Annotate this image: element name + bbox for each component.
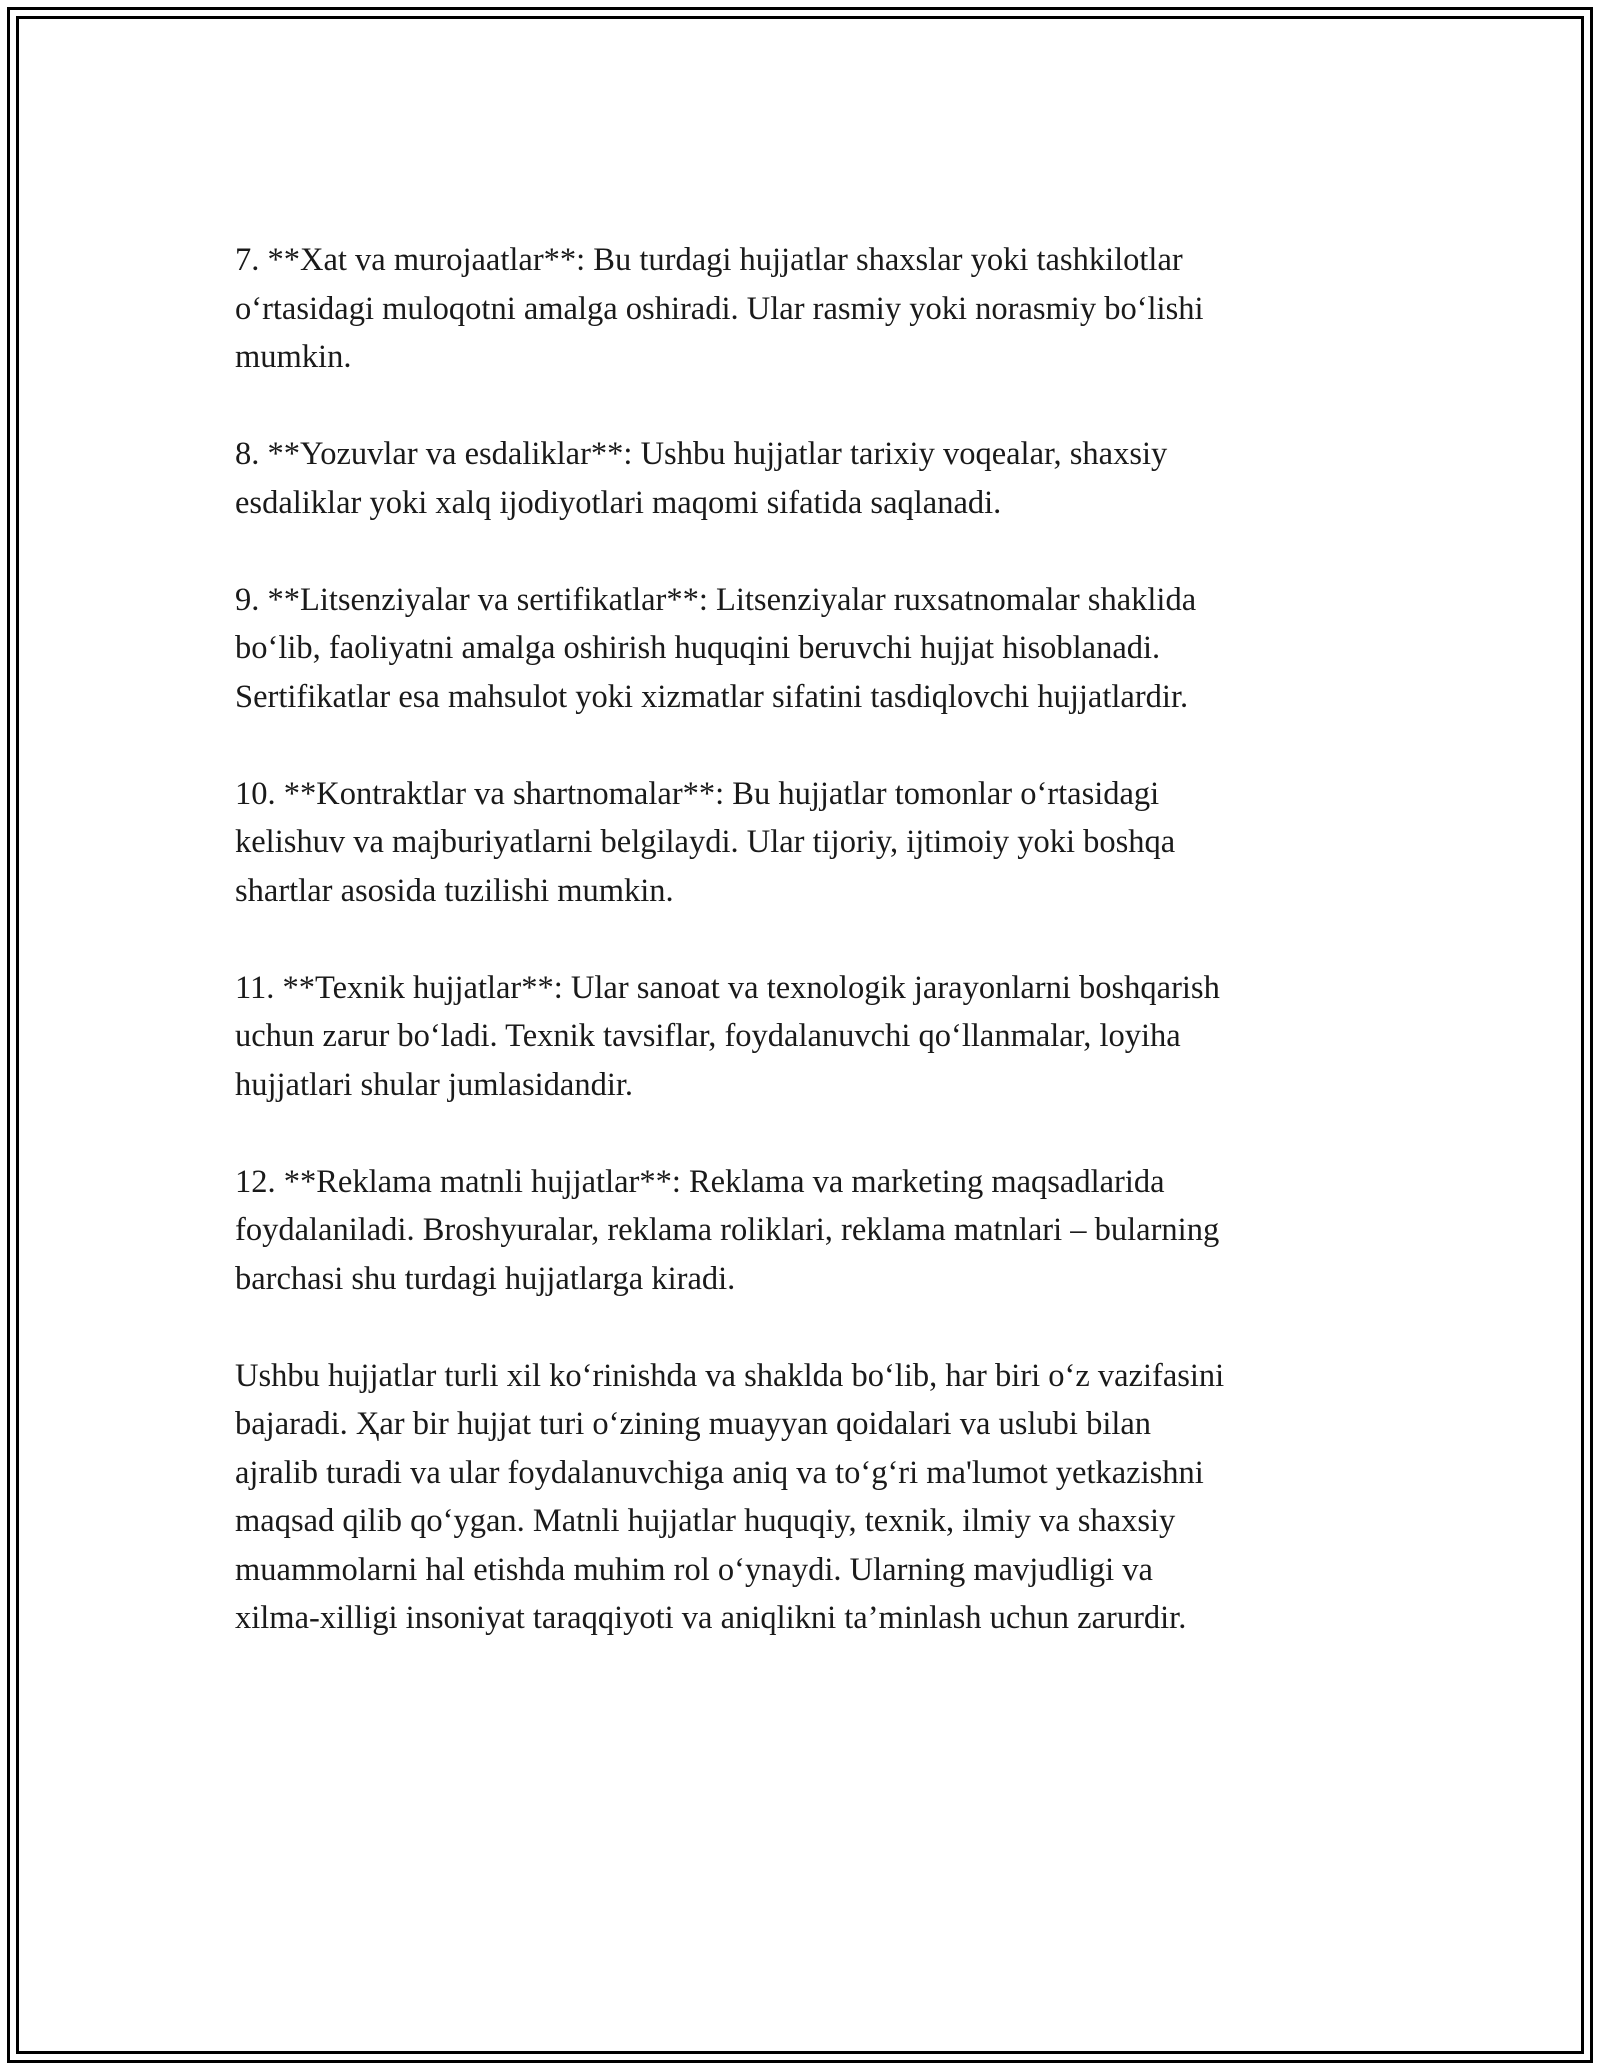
- text-line: shartlar asosida tuzilishi mumkin.: [235, 872, 674, 909]
- text-line: mumkin.: [235, 339, 352, 375]
- paragraph-item-11: [235, 964, 1385, 1110]
- text-line: 12. **Reklama matnli hujjatlar**: Reklama va marketing maqsadlarida: [235, 1163, 1165, 1200]
- text-line: 9. **Litsenziyalar va sertifikatlar**: Litsenziyalar ruxsatnomalar shaklida: [235, 581, 1197, 618]
- text-line: Ushbu hujjatlar turli xil ko‘rinishda va shaklda bo‘lib, har biri o‘z vazifasini: [235, 1357, 1225, 1394]
- text-line: hujjatlari shular jumlasidandir.: [235, 1066, 634, 1103]
- text-line: bo‘lib, faoliyatni amalga oshirish huquqini beruvchi hujjat hisoblanadi.: [235, 630, 1161, 666]
- text-line: Sertifikatlar esa mahsulot yoki xizmatlar sifatini tasdiqlovchi hujjatlardir.: [235, 678, 1189, 715]
- text-line: 11. **Texnik hujjatlar**: Ular sanoat va texnologik jarayonlarni boshqarish: [235, 969, 1220, 1006]
- text-line: foydalaniladi. Broshyuralar, reklama roliklari, reklama matnlari – bularning: [235, 1212, 1220, 1248]
- paragraph-conclusion: [235, 1352, 1385, 1643]
- paragraph-item-8: [235, 430, 1385, 527]
- text-line: esdaliklar yoki xalq ijodiyotlari maqomi sifatida saqlanadi.: [235, 484, 1002, 521]
- paragraph-item-12: [235, 1158, 1385, 1304]
- text-line: muammolarni hal etishda muhim rol o‘ynaydi. Ularning mavjudligi va: [235, 1551, 1153, 1588]
- paragraph-item-7: [235, 236, 1385, 382]
- text-line: barchasi shu turdagi hujjatlarga kiradi.: [235, 1260, 736, 1297]
- text-line: 8. **Yozuvlar va esdaliklar**: Ushbu hujjatlar tarixiy voqealar, shaxsiy: [235, 436, 1168, 472]
- text-line: bajaradi. Ҳar bir hujjat turi o‘zining muayyan qoidalari va uslubi bilan: [235, 1406, 1152, 1442]
- paragraph-item-9: [235, 576, 1385, 722]
- text-line: ajralib turadi va ular foydalanuvchiga aniq va to‘g‘ri ma'lumot yetkazishni: [235, 1454, 1204, 1491]
- text-line: maqsad qilib qo‘ygan. Matnli hujjatlar huquqiy, texnik, ilmiy va shaxsiy: [235, 1503, 1176, 1539]
- text-line: kelishuv va majburiyatlarni belgilaydi. Ular tijoriy, ijtimoiy yoki boshqa: [235, 824, 1176, 860]
- text-line: xilma-xilligi insoniyat taraqqiyoti va aniqlikni ta’minlash uchun zarurdir.: [235, 1600, 1187, 1636]
- text-line: 7. **Xat va murojaatlar**: Bu turdagi hujjatlar shaxslar yoki tashkilotlar: [235, 242, 1183, 278]
- document-body: [235, 236, 1385, 1691]
- paragraph-item-10: [235, 770, 1385, 916]
- text-line: uchun zarur bo‘ladi. Texnik tavsiflar, foydalanuvchi qo‘llanmalar, loyiha: [235, 1018, 1181, 1054]
- text-line: o‘rtasidagi muloqotni amalga oshiradi. Ular rasmiy yoki norasmiy bo‘lishi: [235, 290, 1204, 327]
- text-line: 10. **Kontraktlar va shartnomalar**: Bu hujjatlar tomonlar o‘rtasidagi: [235, 775, 1160, 812]
